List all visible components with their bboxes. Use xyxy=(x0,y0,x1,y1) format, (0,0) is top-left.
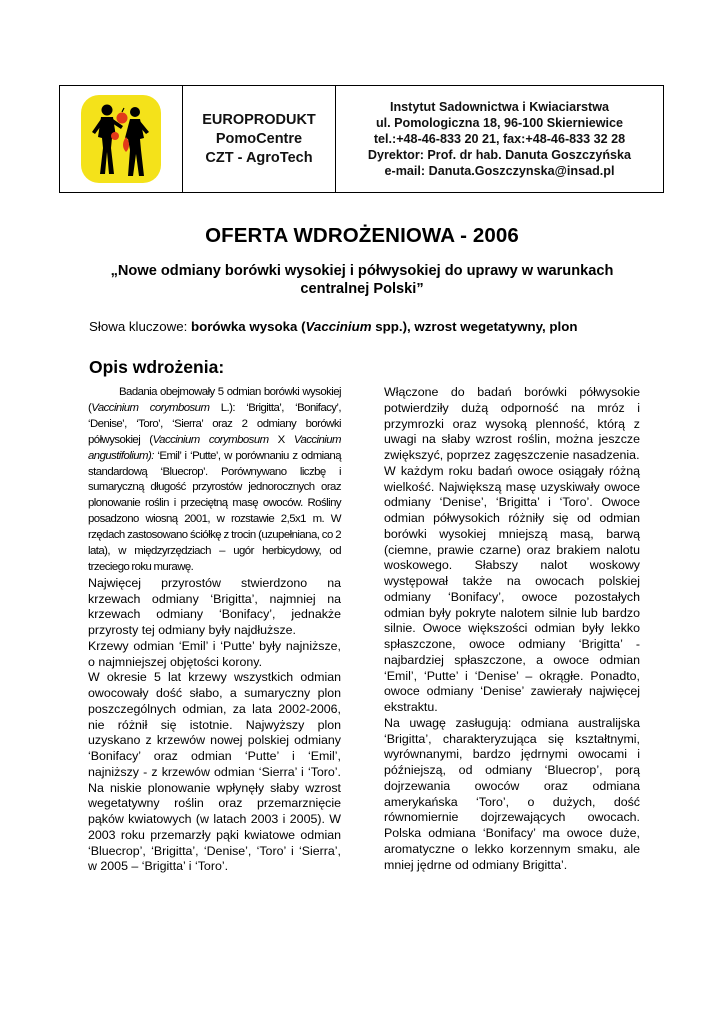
paragraph: Badania obejmowały 5 odmian borówki wysokiej (Vaccinium corymbosum L.): ‘Brigitta’, ‘Bonifacy’, ‘Denise’, ‘Toro’, ‘Sierra’ oraz 2 odmiany borówki półwysokiej (Vaccinium corymbosum X Vaccinium angustifolium): ‘Emil’ i ‘Putte’, w porównaniu z odmianą standardową ‘Bluecrop’. Porównywano liczbę i sumaryczną długość przyrostów jednorocznych oraz plonowanie roślin i przeciętną masę owoców. Rośliny posadzono wiosną 2001, w rozstawie 2,5x1 m. W rzędach zastosowano ściółkę z trocin (uzupełniana, co 2 lata), w międzyrzędziach – ugór herbicydowy, od trzeciego roku murawę. xyxy=(88,386,342,573)
logo-adam-eve-apple-icon xyxy=(78,92,164,186)
company-block xyxy=(183,86,336,192)
institute-name: Instytut Sadownictwa i Kwiaciarstwa xyxy=(389,100,610,114)
paragraph: Najwięcej przyrostów stwierdzono na krzewach odmiany ‘Brigitta’, najmniej na krzewach odmiany ‘Bonifacy’, jednakże przyrosty tej odmiany były najdłuższe. xyxy=(88,575,341,638)
paragraph: W każdym roku badań owoce osiągały różną wielkość. Największą masę uzyskiwały owoce odmiany ‘Denise’, ‘Brigitta’ i ‘Toro’. Owoce odmian półwysokich różniły się od odmian borówki wysokiej mniejszą masą, barwą (ciemne, prawie czarne) oraz brakiem nalotu woskowego. Słabszy nalot woskowy występował także na owocach polskiej odmiany ‘Bonifacy’, owoce pozostałych odmian były pokryte nalotem silnie lub bardzo silnie. Owoce większości odmian były lekko spłaszczone, owoce odmiany ‘Brigitta’ - najbardziej spłaszczone, a owoce odmian ‘Emil’, ‘Putte’ i ‘Denise’ – okrągłe. Ponadto, owoce odmiany ‘Denise’ zawierały najwięcej ekstraktu. xyxy=(384,463,640,714)
company-line: CZT - AgroTech xyxy=(205,149,313,166)
paragraph: W okresie 5 lat krzewy wszystkich odmian owocowały dość słabo, a sumaryczny plon poszczególnych odmian, za lata 2002-2006, nie różnił się istotnie. Najwyższy plon uzyskano z krzewów nowej polskiej odmiany ‘Bonifacy’ oraz odmian ‘Putte’ i ‘Emil’, najniższy - z krzewów odmian ‘Sierra’ i ‘Toro’. Na niskie plonowanie wpłynęły słaby wzrost wegetatywny roślin oraz przemarznięcie pąków kwiatowych (w latach 2003 i 2005). W 2003 roku przemarzły pąki kwiatowe odmian ‘Bluecrop’, ‘Brigitta’, ‘Denise’, ‘Toro’ i ‘Sierra’, w 2005 – ‘Brigitta’ i ‘Toro’. xyxy=(88,670,341,874)
paragraph: Krzewy odmian ‘Emil’ i ‘Putte’ były najniższe, o najmniejszej objętości korony. xyxy=(88,638,341,669)
keywords-italic: Vaccinium xyxy=(305,319,372,334)
company-line: EUROPRODUKT xyxy=(202,111,316,128)
company-line: PomoCentre xyxy=(215,130,303,147)
header-box xyxy=(59,85,664,193)
institute-address: ul. Pomologiczna 18, 96-100 Skierniewice xyxy=(375,116,624,130)
section-heading: Opis wdrożenia: xyxy=(89,357,225,377)
document-title: OFERTA WDROŻENIOWA - 2006 xyxy=(205,224,519,247)
document-subtitle: „Nowe odmiany borówki wysokiej i półwysokiej do uprawy w warunkach centralnej Polski” xyxy=(110,263,614,297)
institute-block xyxy=(336,86,663,192)
left-column xyxy=(88,385,341,875)
institute-director: Dyrektor: Prof. dr hab. Danuta Goszczyńska xyxy=(367,148,632,162)
paragraph: Włączone do badań borówki półwysokie potwierdziły dużą odporność na mróz i przymrozki oraz wysoką plenność, którą z uwagi na słaby wzrost roślin, można jeszcze zwiększyć, poprzez zagęszczenie nasadzenia. xyxy=(384,385,640,462)
keywords-line xyxy=(89,319,577,334)
paragraph: Na uwagę zasługują: odmiana australijska ‘Brigitta’, charakteryzująca się kształtnymi, wyrównanymi, bardzo jędrnymi owocami i późniejszą, od odmiany ‘Bluecrop’, porą dojrzewania owoców oraz odmiana amerykańska ‘Toro’, o dużych, dość równomiernie dojrzewających owocach. Polska odmiana ‘Bonifacy’ ma owoce duże, aromatyczne o lekko korzennym smaku, ale mniej jędrne od odmiany Brigitta’. xyxy=(384,715,640,872)
institute-phone-fax: tel.:+48-46-833 20 21, fax:+48-46-833 32 28 xyxy=(373,132,626,146)
keywords-part: borówka wysoka ( xyxy=(191,319,306,334)
logo-cell xyxy=(60,86,183,192)
keywords-label: Słowa kluczowe: xyxy=(89,319,191,334)
right-column xyxy=(384,385,640,873)
institute-email: e-mail: Danuta.Goszczynska@insad.pl xyxy=(384,164,615,178)
keywords-part: spp.), wzrost wegetatywny, plon xyxy=(371,319,578,334)
